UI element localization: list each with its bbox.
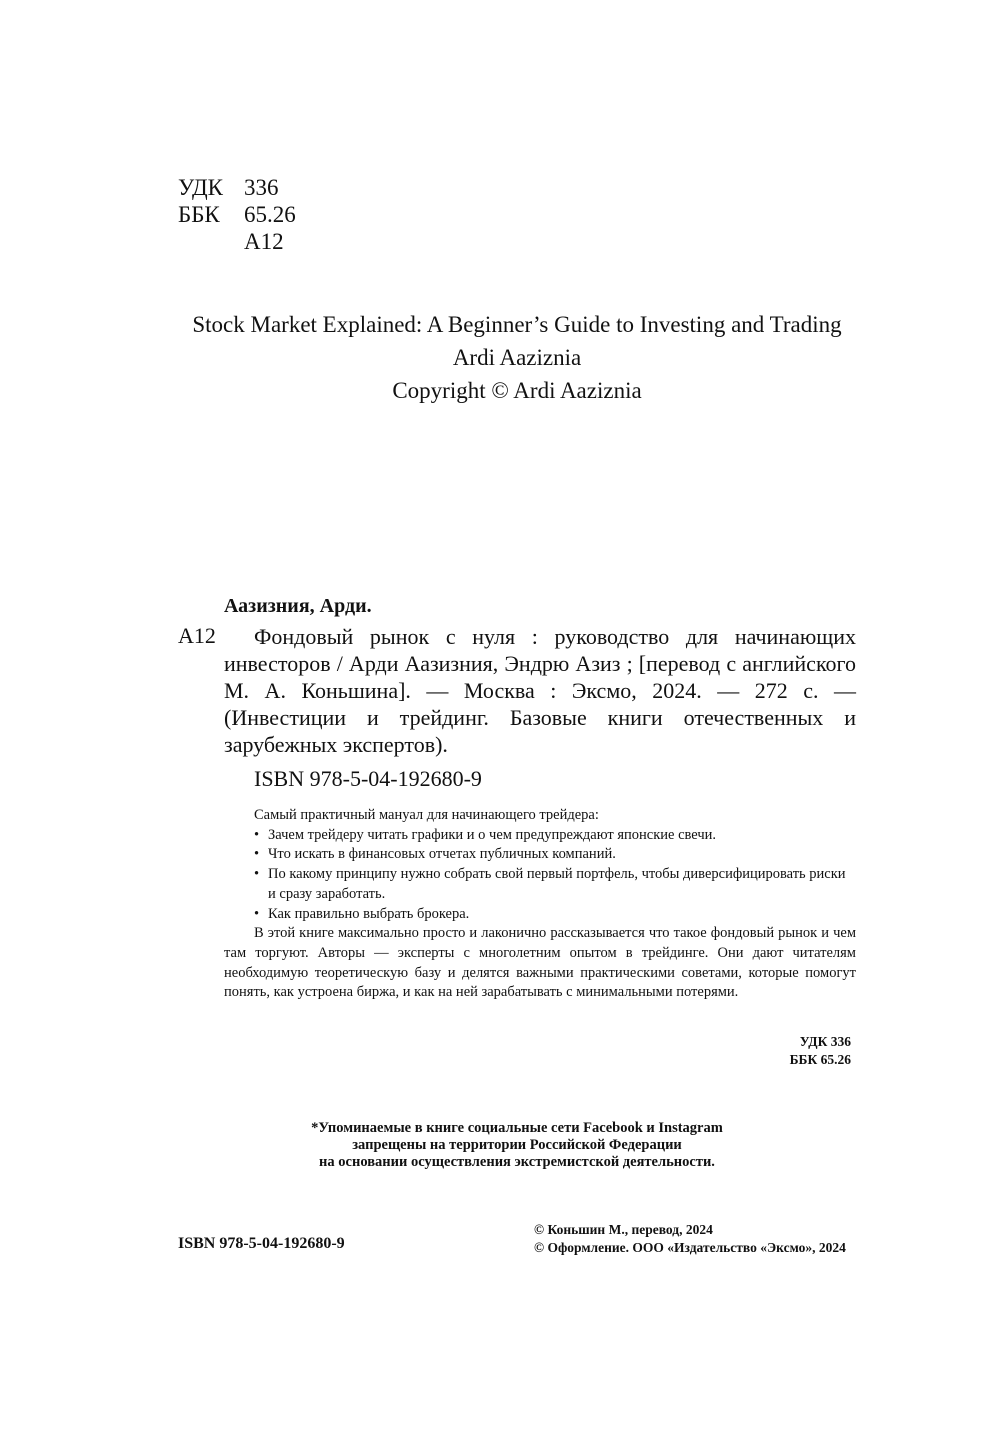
footer-copyrights [534,1221,846,1257]
original-edition-block [100,308,934,407]
author-mark-row [178,228,296,255]
annotation-bullet-text: Зачем трейдеру читать графики и о чем предупреждают японские свечи. [268,826,717,843]
udk-label: УДК [178,175,223,200]
bbk-small: ББК 65.26 [789,1052,851,1067]
classification-small [700,1033,851,1069]
annotation-bullet-text: По какому принципу нужно собрать свой первый портфель, чтобы диверсифицировать риски и сразу заработать. [268,866,846,902]
udk-row [178,174,296,201]
original-copyright: Copyright © Ardi Aaziznia [392,378,642,403]
legal-notice [100,1120,934,1171]
bbk-row [178,201,296,228]
annotation-block [224,806,856,1003]
list-item [254,845,856,865]
notice-line-2: запрещены на территории Российской Федерации [352,1137,682,1153]
copyright-translation: © Коньшин М., перевод, 2024 [534,1222,713,1237]
record-author-heading: Аазизния, Арди. [224,595,372,617]
annotation-bullet-text: Как правильно выбрать брокера. [268,905,470,922]
original-author: Ardi Aaziznia [452,345,582,370]
bullet-icon: • [254,846,260,863]
annotation-bullet-text: Что искать в финансовых отчетах публичных компаний. [268,846,616,863]
bbk-label: ББК [178,202,220,227]
list-item [254,905,856,925]
list-item [254,865,856,904]
record-author-mark: А12 [178,623,216,648]
udk-value: 336 [244,175,279,200]
original-title: Stock Market Explained: A Beginner’s Guide to Investing and Trading [192,312,842,337]
classification-block [178,174,296,255]
annotation-list [224,826,856,925]
author-mark: А12 [244,229,284,254]
footer-isbn: ISBN 978-5-04-192680-9 [178,1235,345,1252]
bullet-icon: • [254,905,260,922]
record-isbn: ISBN 978-5-04-192680-9 [254,766,482,791]
annotation-intro: Самый практичный мануал для начинающего трейдера: [254,807,599,823]
bullet-icon: • [254,866,260,883]
list-item [254,826,856,846]
copyright-design: © Оформление. ООО «Издательство «Эксмо», 2024 [534,1240,846,1255]
record-description: Фондовый рынок с нуля : руководство для начинающих инвесторов / Арди Аазизния, Эндрю Азиз ; [перевод с английского М. А. Коньшина]. — Москва : Эксмо, 2024. — 272 с. — (Инвестиции и трейдинг. Базовые книги отечественных и зарубежных экспертов). [224,624,856,757]
bbk-value: 65.26 [244,202,296,227]
notice-line-3: на основании осуществления экстремистской деятельности. [319,1154,715,1170]
notice-line-1: *Упоминаемые в книге социальные сети Facebook и Instagram [311,1120,723,1136]
bullet-icon: • [254,826,260,843]
udk-small: УДК 336 [799,1034,851,1049]
annotation-paragraph: В этой книге максимально просто и лаконично рассказывается что такое фондовый рынок и чем там торгуют. Авторы — эксперты с многолетним опытом в трейдинге. Они дают читателям необходимую теоретическую базу и делятся важными практическими советами, которые помогут понять, как устроена биржа, и как на ней зарабатывать с минимальными потерями. [224,925,856,1001]
